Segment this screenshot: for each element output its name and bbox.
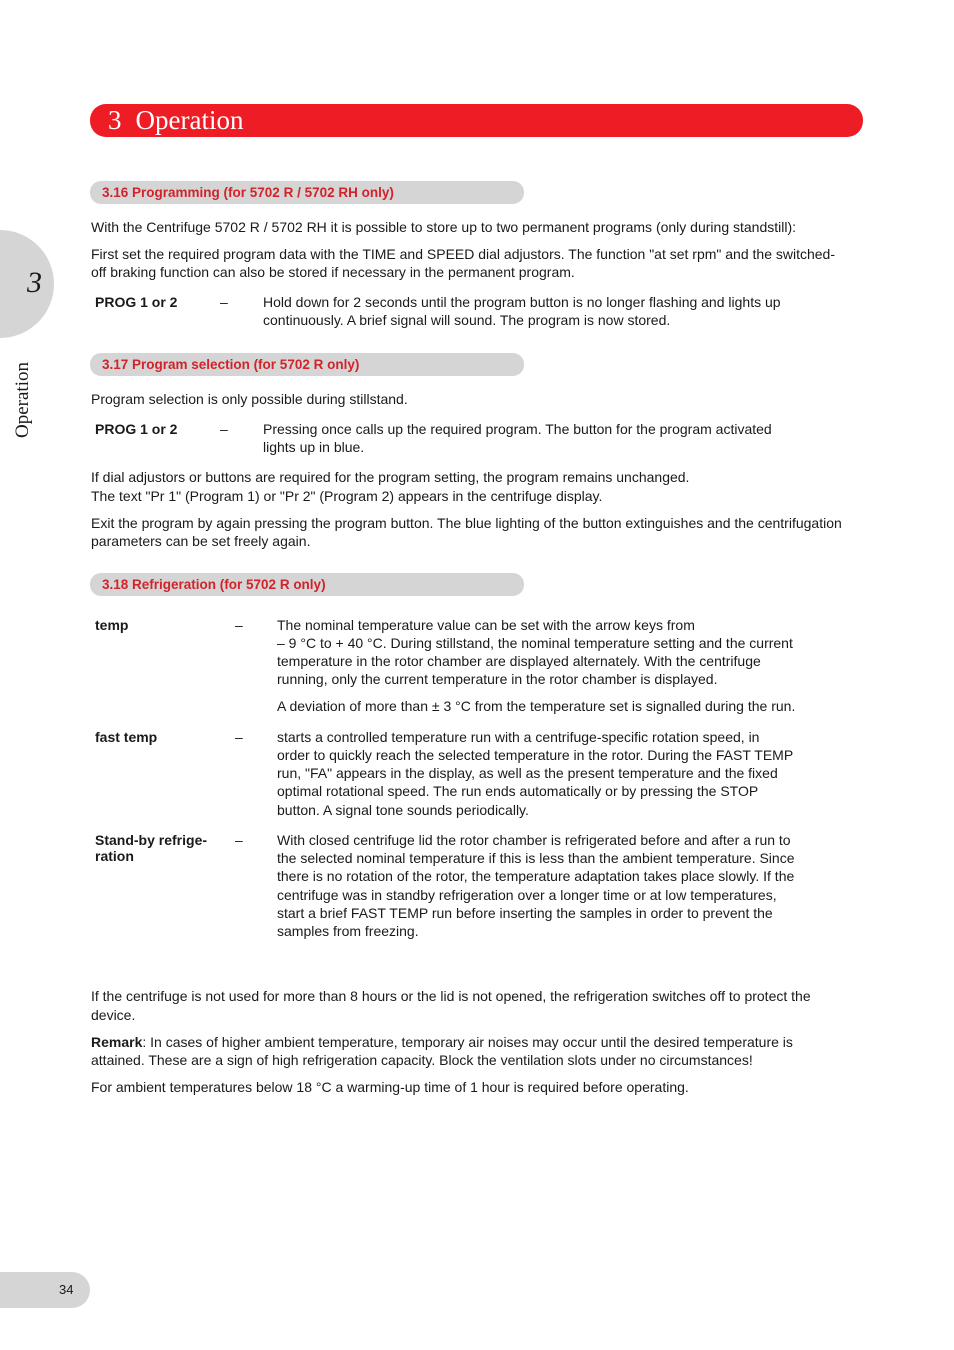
paragraph-line: parameters can be set freely again.: [91, 533, 311, 549]
description-line: run, "FA" appears in the display, as well as the present temperature and the fixed: [277, 765, 778, 781]
dash: –: [235, 832, 243, 848]
section-heading-3-17: 3.17 Program selection (for 5702 R only): [90, 353, 524, 376]
section-heading-3-16: 3.16 Programming (for 5702 R / 5702 RH only): [90, 181, 524, 204]
description-line: A deviation of more than ± 3 °C from the temperature set is signalled during the run.: [277, 698, 796, 714]
chapter-side-tab: [0, 230, 54, 338]
section-heading-3-18: 3.18 Refrigeration (for 5702 R only): [90, 573, 524, 596]
term-prog: PROG 1 or 2: [95, 421, 178, 437]
description-line: – 9 °C to + 40 °C. During stillstand, the nominal temperature setting and the current: [277, 635, 793, 651]
paragraph-line: The text "Pr 1" (Program 1) or "Pr 2" (Program 2) appears in the centrifuge display.: [91, 488, 603, 504]
description-line: running, only the current temperature in the rotor chamber is displayed.: [277, 671, 718, 687]
description-line: start a brief FAST TEMP run before inserting the samples in order to prevent the: [277, 905, 773, 921]
description-line: button. A signal tone sounds periodically.: [277, 802, 529, 818]
term-fast-temp: fast temp: [95, 729, 158, 745]
term-standby-refrigeration: Stand-by refrige-: [95, 832, 208, 848]
description-line: order to quickly reach the selected temperature in the rotor. During the FAST TEMP: [277, 747, 794, 763]
remark-label: Remark: [91, 1034, 143, 1050]
description-line: lights up in blue.: [263, 439, 365, 455]
paragraph: Program selection is only possible during stillstand.: [91, 391, 408, 407]
paragraph-line: off braking function can also be stored if necessary in the permanent program.: [91, 264, 575, 280]
side-tab-label: Operation: [12, 362, 33, 438]
remark-paragraph: [91, 1033, 863, 1051]
description-line: Hold down for 2 seconds until the program button is no longer flashing and lights up: [263, 294, 781, 310]
dash: –: [235, 617, 243, 633]
page-number-tab: [0, 1272, 90, 1308]
paragraph-line: attained. These are a sign of high refrigeration capacity. Block the ventilation slots under no circumstances!: [91, 1052, 753, 1068]
description-line: temperature in the rotor chamber are displayed alternately. With the centrifuge: [277, 653, 761, 669]
chapter-title: Operation: [135, 105, 244, 135]
paragraph-line: If the centrifuge is not used for more than 8 hours or the lid is not opened, the refrigeration switches off to protect the: [91, 988, 811, 1004]
page-number: 34: [59, 1282, 74, 1297]
paragraph-line: First set the required program data with the TIME and SPEED dial adjustors. The function "at set rpm" and the switched-: [91, 246, 836, 262]
paragraph-line: Exit the program by again pressing the program button. The blue lighting of the button extinguishes and the centrifugation: [91, 515, 842, 531]
side-tab-number: 3: [27, 266, 42, 299]
term-temp: temp: [95, 617, 129, 633]
term-prog: PROG 1 or 2: [95, 294, 178, 310]
description-line: With closed centrifuge lid the rotor chamber is refrigerated before and after a run to: [277, 832, 791, 848]
remark-text: : In cases of higher ambient temperature, temporary air noises may occur until the desired temperature is: [142, 1034, 793, 1050]
term-standby-refrigeration-cont: ration: [95, 848, 134, 864]
paragraph-line: If dial adjustors or buttons are required for the program setting, the program remains unchanged.: [91, 469, 690, 485]
description-line: samples from freezing.: [277, 923, 419, 939]
description-line: Pressing once calls up the required program. The button for the program activated: [263, 421, 772, 437]
description-line: centrifuge was in standby refrigeration over a longer time or at low temperatures,: [277, 887, 777, 903]
paragraph-line: device.: [91, 1007, 136, 1023]
description-line: The nominal temperature value can be set with the arrow keys from: [277, 617, 695, 633]
description-line: starts a controlled temperature run with a centrifuge-specific rotation speed, in: [277, 729, 760, 745]
paragraph-line: For ambient temperatures below 18 °C a warming-up time of 1 hour is required before operating.: [91, 1079, 689, 1095]
dash: –: [235, 729, 243, 745]
dash: –: [220, 294, 228, 310]
description-line: continuously. A brief signal will sound. The program is now stored.: [263, 312, 671, 328]
description-line: there is no rotation of the rotor, the temperature adaptation takes place slowly. If the: [277, 868, 795, 884]
dash: –: [220, 421, 228, 437]
description-line: optimal rotational speed. The run ends automatically or by pressing the STOP: [277, 783, 759, 799]
paragraph: With the Centrifuge 5702 R / 5702 RH it is possible to store up to two permanent programs (only during standstill):: [91, 219, 797, 235]
description-line: the selected nominal temperature if this is less than the ambient temperature. Since: [277, 850, 795, 866]
chapter-header: [90, 104, 863, 137]
chapter-number: 3: [108, 105, 122, 135]
